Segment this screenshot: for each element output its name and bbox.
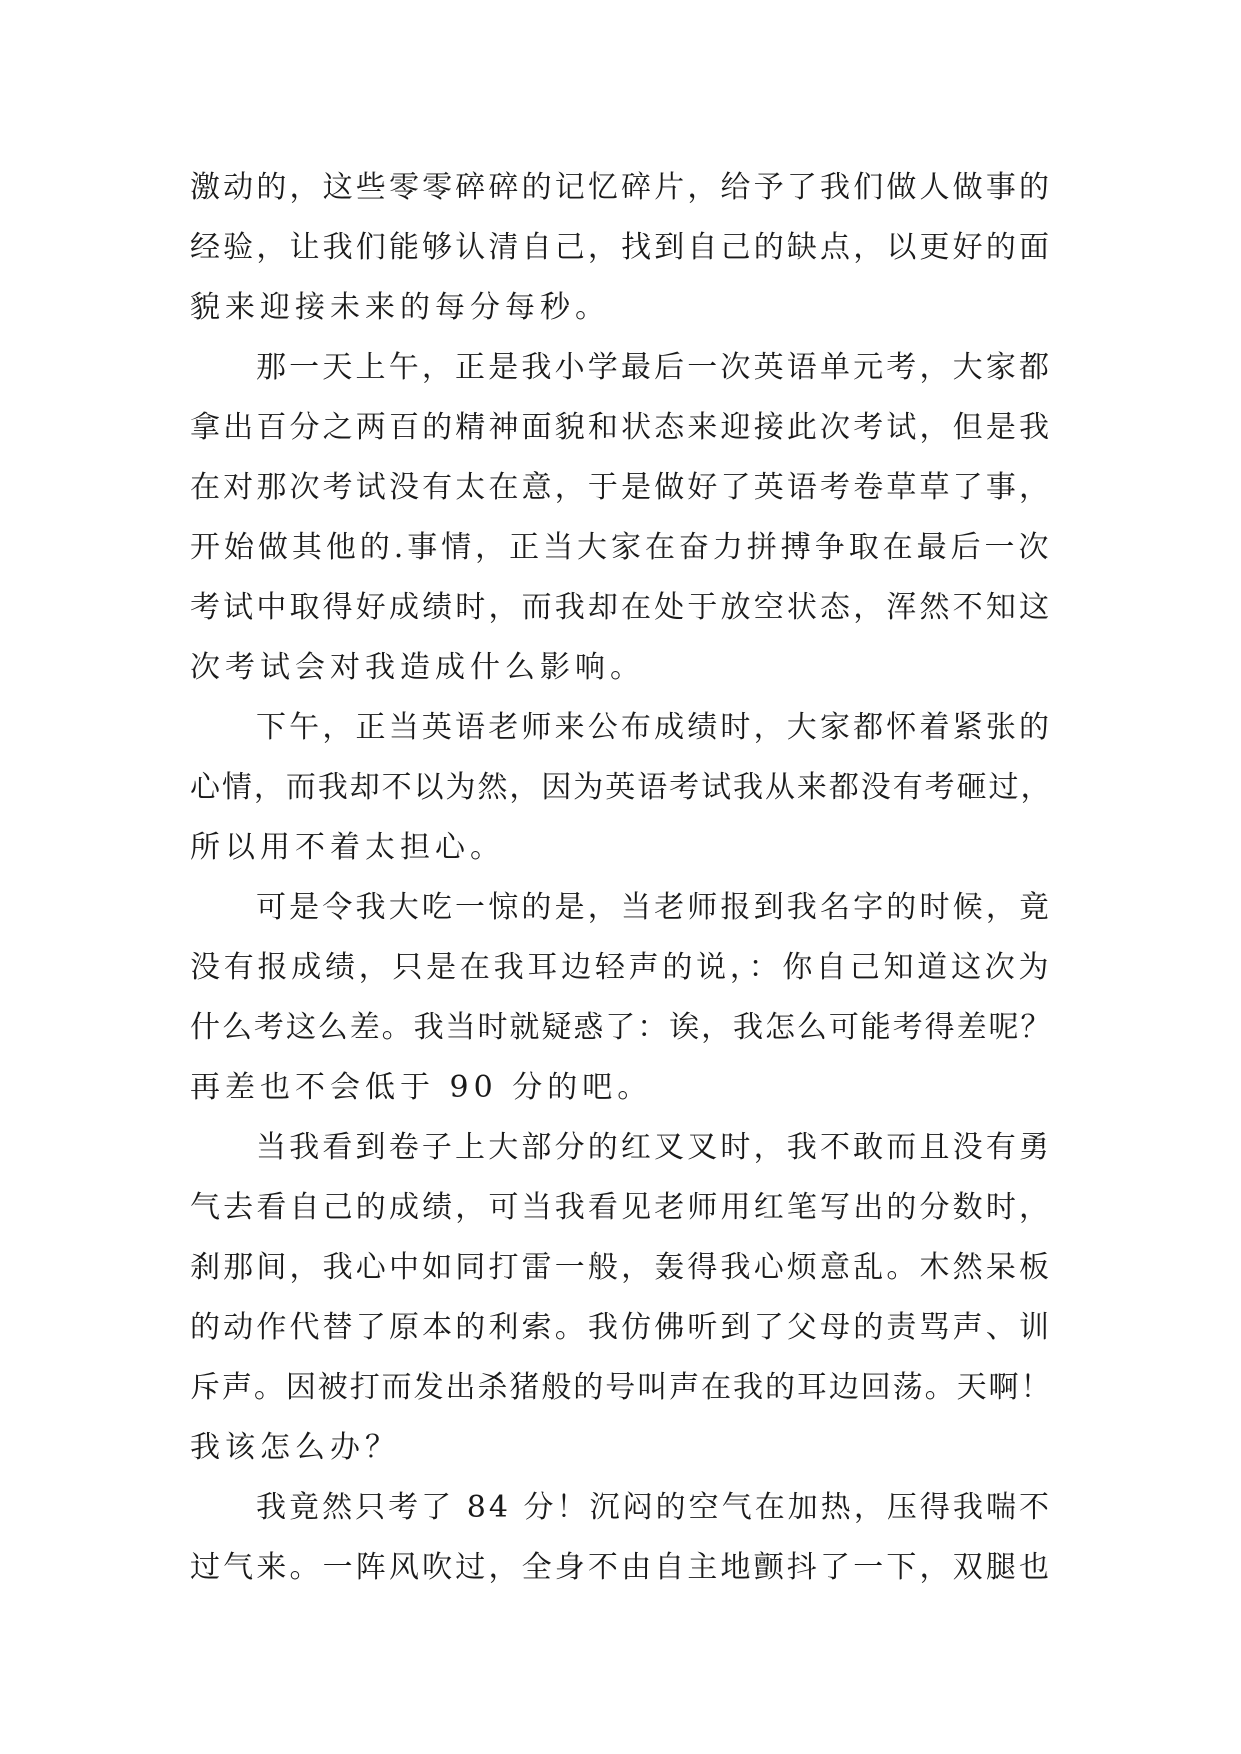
paragraph-first-line: 那一天上午，正是我小学最后一次英语单元考，大家都 xyxy=(256,350,1052,385)
text-line: 考试中取得好成绩时，而我却在处于放空状态，浑然不知这 xyxy=(190,590,1052,625)
text-line: 貌来迎接未来的每分每秒。 xyxy=(190,290,610,325)
text-line: 什么考这么差。我当时就疑惑了：诶，我怎么可能考得差呢？ xyxy=(190,1010,1052,1045)
text-line: 再差也不会低于 90 分的吧。 xyxy=(190,1070,653,1105)
paragraph-first-line: 当我看到卷子上大部分的红叉叉时，我不敢而且没有勇 xyxy=(256,1130,1052,1165)
text-line: 在对那次考试没有太在意，于是做好了英语考卷草草了事， xyxy=(190,470,1052,505)
paragraph-first-line: 可是令我大吃一惊的是，当老师报到我名字的时候，竟 xyxy=(256,890,1052,925)
text-line: 心情，而我却不以为然，因为英语考试我从来都没有考砸过， xyxy=(190,770,1052,805)
paragraph-first-line: 我竟然只考了 84 分！沉闷的空气在加热，压得我喘不 xyxy=(256,1490,1052,1525)
paragraph-first-line: 下午，正当英语老师来公布成绩时，大家都怀着紧张的 xyxy=(256,710,1052,745)
text-line: 拿出百分之两百的精神面貌和状态来迎接此次考试，但是我 xyxy=(190,410,1052,445)
text-line: 开始做其他的.事情，正当大家在奋力拼搏争取在最后一次 xyxy=(190,530,1052,565)
text-line: 激动的，这些零零碎碎的记忆碎片，给予了我们做人做事的 xyxy=(190,170,1052,205)
text-line: 次考试会对我造成什么影响。 xyxy=(190,650,645,685)
text-line: 所以用不着太担心。 xyxy=(190,830,505,865)
text-line: 刹那间，我心中如同打雷一般，轰得我心烦意乱。木然呆板 xyxy=(190,1250,1052,1285)
text-line: 斥声。因被打而发出杀猪般的号叫声在我的耳边回荡。天啊！ xyxy=(190,1370,1052,1405)
text-line: 我该怎么办？ xyxy=(190,1430,400,1465)
text-line: 没有报成绩，只是在我耳边轻声的说，：你自己知道这次为 xyxy=(190,950,1052,985)
text-line: 的动作代替了原本的利索。我仿佛听到了父母的责骂声、训 xyxy=(190,1310,1052,1345)
text-line: 经验，让我们能够认清自己，找到自己的缺点，以更好的面 xyxy=(190,230,1052,265)
body-text xyxy=(190,158,1052,1598)
text-line: 气去看自己的成绩，可当我看见老师用红笔写出的分数时， xyxy=(190,1190,1052,1225)
text-line: 过气来。一阵风吹过，全身不由自主地颤抖了一下，双腿也 xyxy=(190,1550,1052,1585)
